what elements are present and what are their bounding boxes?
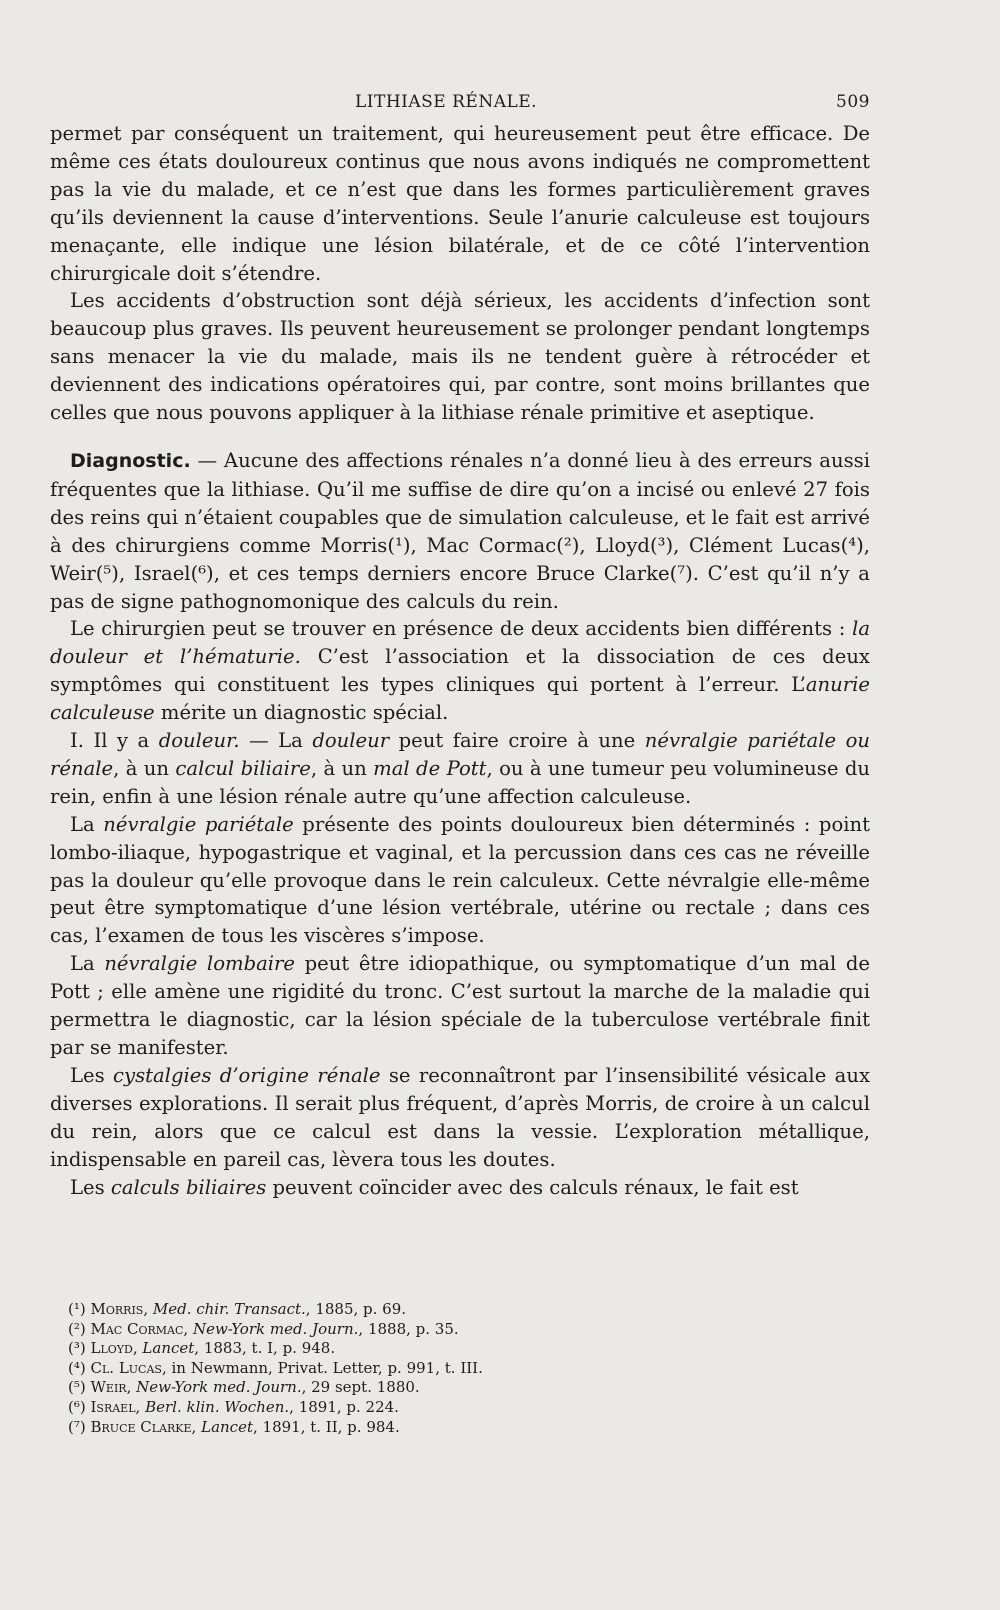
text-run: , Israel xyxy=(118,561,191,585)
page-number: 509 xyxy=(836,92,870,112)
italic-run: calcul biliaire xyxy=(175,756,311,780)
section-heading: Diagnostic. xyxy=(70,449,191,472)
paragraph-nevralgie-lombaire xyxy=(50,950,870,1062)
footnote xyxy=(68,1300,828,1320)
footnote-author: Cl. Lucas, xyxy=(90,1358,167,1377)
italic-run: anurie calculeuse xyxy=(50,673,870,725)
italic-run: calculs biliaires xyxy=(110,1175,267,1199)
text-run: peuvent coïncider avec des calculs rénaux, le fait est xyxy=(266,1175,799,1199)
italic-run: névralgie lombaire xyxy=(104,952,296,976)
footnote-ref: (⁵) xyxy=(95,561,119,585)
footnote-work: Berl. klin. Wochen. xyxy=(145,1397,290,1416)
text-run: , à un xyxy=(310,756,374,780)
footnote xyxy=(68,1378,828,1398)
text-run: , et ces temps derniers encore Bruce Clarke xyxy=(213,561,670,585)
running-head xyxy=(50,92,870,118)
footnote-work: Lancet xyxy=(142,1339,195,1358)
footnote-rest: , 1888, p. 35. xyxy=(358,1319,459,1338)
italic-run: cystalgies d’origine rénale xyxy=(113,1063,381,1087)
footnote-rest: in Newmann, Privat. Letter, p. 991, t. III. xyxy=(166,1358,483,1377)
paragraph-chirurgien xyxy=(50,615,870,727)
text-run: I. Il y a xyxy=(70,729,159,753)
text-run: La xyxy=(70,952,105,976)
text-run: , Clément Lucas xyxy=(673,533,841,557)
footnote-author: Bruce Clarke, xyxy=(90,1417,197,1436)
footnote-work: New-York med. Journ. xyxy=(136,1378,302,1397)
italic-run: mal de Pott xyxy=(373,756,487,780)
italic-run: la douleur et l’hématurie. xyxy=(50,617,870,669)
footnote xyxy=(68,1418,828,1438)
footnote-ref: (¹) xyxy=(387,533,411,557)
footnote-author: Morris, xyxy=(90,1300,149,1318)
footnote-rest: , 1891, p. 224. xyxy=(289,1397,399,1416)
paragraph-accidents: Les accidents d’obstruction sont déjà sérieux, les accidents d’infection sont beaucoup plus graves. Ils peuvent heureusement se prolonger pendant longtemps sans menacer la vie du malade, mais ils ne tendent guère à rétrocéder et deviennent des indications opératoires qui, par contre, sont moins brillantes que celles que nous pouvons appliquer à la lithiase rénale primitive et aseptique. xyxy=(50,289,870,425)
footnote xyxy=(68,1339,828,1359)
footnote-ref: (⁶) xyxy=(190,561,214,585)
footnote-mark: (⁷) xyxy=(68,1417,86,1436)
text-run: , ou à une tumeur peu volumineuse du rein, enfin à une lésion rénale autre qu’une affection calculeuse. xyxy=(50,756,870,808)
text-run: — La xyxy=(239,729,313,753)
footnote-ref: (³) xyxy=(649,533,674,557)
text-run: peut faire croire à une xyxy=(389,729,645,753)
paragraph-continued: permet par conséquent un traitement, qui heureusement peut être efficace. De même ces états douloureux continus que nous avons indiqués ne compromettent pas la vie du malade, et ce n’est que dans les formes particulièrement graves qu’ils deviennent la cause d’interventions. Seule l’anurie calculeuse est toujours menaçante, elle indique une lésion bilatérale, et de ce côté l’intervention chirurgicale doit s’étendre. xyxy=(50,122,870,285)
footnote-mark: (¹) xyxy=(68,1300,86,1318)
text-run: La xyxy=(70,812,104,836)
italic-run: douleur xyxy=(312,729,390,753)
italic-run: névralgie pariétale ou rénale xyxy=(50,729,870,780)
footnote-mark: (⁴) xyxy=(68,1358,86,1377)
text-run: Les xyxy=(70,1063,114,1087)
italic-run: douleur. xyxy=(158,729,240,753)
footnote-work: New-York med. Journ. xyxy=(192,1319,359,1338)
footnotes xyxy=(68,1300,828,1437)
footnote-ref: (⁷) xyxy=(669,561,693,585)
text-run: Le chirurgien peut se trouver en présence de deux accidents bien différents : xyxy=(70,617,853,641)
footnote-mark: (³) xyxy=(68,1339,86,1358)
paragraph-calculs-biliaires xyxy=(50,1174,870,1202)
footnote xyxy=(68,1320,828,1340)
footnote-rest: , 1885, p. 69. xyxy=(305,1300,407,1318)
text-run: se reconnaîtront par l’insensibilité vésicale aux diverses explorations. Il serait plus fréquent, d’après Morris, de croire à un calcul du rein, alors que ce calcul est dans la vessie. L’exploration métallique, indispensable en pareil cas, lèvera tous les doutes. xyxy=(50,1063,871,1171)
text-run: mérite un diagnostic spécial. xyxy=(154,701,449,725)
footnote-author: Weir, xyxy=(90,1378,132,1397)
footnote-ref: (⁴) xyxy=(840,533,864,557)
paragraph-nevralgie-parietale xyxy=(50,811,870,951)
text-run: , Lloyd xyxy=(579,533,650,557)
footnote-ref: (²) xyxy=(556,533,580,557)
text-run: présente des points douloureux bien déterminés : point lombo-iliaque, hypogastrique et vaginal, et la percussion dans ces cas ne réveille pas la douleur qu’elle provoque dans le rein calculeux. Cette névralgie elle-même peut être symptomatique d’une lésion vertébrale, utérine ou rectale ; dans ces cas, l’examen de tous les viscères s’impose. xyxy=(50,812,871,948)
text-run: Les xyxy=(70,1175,111,1199)
footnote-mark: (²) xyxy=(68,1319,86,1338)
footnote-rest: , 1891, t. II, p. 984. xyxy=(252,1417,400,1436)
paragraph-cystalgies xyxy=(50,1062,870,1174)
text-run: . C’est qu’il n’y a pas de signe pathognomonique des calculs du rein. xyxy=(50,561,870,613)
footnote xyxy=(68,1398,828,1418)
footnote-rest: , 29 sept. 1880. xyxy=(301,1378,420,1397)
italic-run: névralgie pariétale xyxy=(103,812,294,836)
text-run: — Aucune des affections rénales n’a donné lieu à des erreurs aussi fréquentes que la lithiase. Qu’il me suffise de dire qu’on a incisé ou enlevé 27 fois des reins qui n’étaient coupables que de simulation calculeuse, et le fait est arrivé à des chirurgiens comme Morris xyxy=(50,448,870,557)
text-run: , à un xyxy=(113,756,176,780)
footnote-mark: (⁵) xyxy=(68,1378,86,1397)
footnote-author: Israel, xyxy=(90,1397,141,1416)
paragraph-douleur xyxy=(50,727,870,811)
footnote xyxy=(68,1359,828,1379)
paragraph-diagnostic xyxy=(50,447,870,615)
footnote-work: Med. chir. Transact. xyxy=(152,1300,306,1318)
footnote-author: Lloyd, xyxy=(90,1339,138,1358)
footnote-work: Lancet xyxy=(201,1417,253,1436)
footnote-mark: (⁶) xyxy=(68,1397,86,1416)
running-title: LITHIASE RÉNALE. xyxy=(355,92,538,112)
text-run: , Weir xyxy=(50,533,870,585)
text-run: peut être idiopathique, ou symptomatique d’un mal de Pott ; elle amène une rigidité du tronc. C’est surtout la marche de la maladie qui permettra le diagnostic, car la lésion spéciale de la tuberculose vertébrale finit par se manifester. xyxy=(50,952,871,1059)
main-text xyxy=(50,120,870,1201)
footnote-rest: , 1883, t. I, p. 948. xyxy=(194,1339,336,1358)
text-run: C’est l’association et la dissociation de ces deux symptômes qui constituent les types cliniques qui portent à l’erreur. L’ xyxy=(50,645,870,697)
footnote-author: Mac Cormac, xyxy=(90,1319,189,1338)
text-run: , Mac Cormac xyxy=(410,533,557,557)
